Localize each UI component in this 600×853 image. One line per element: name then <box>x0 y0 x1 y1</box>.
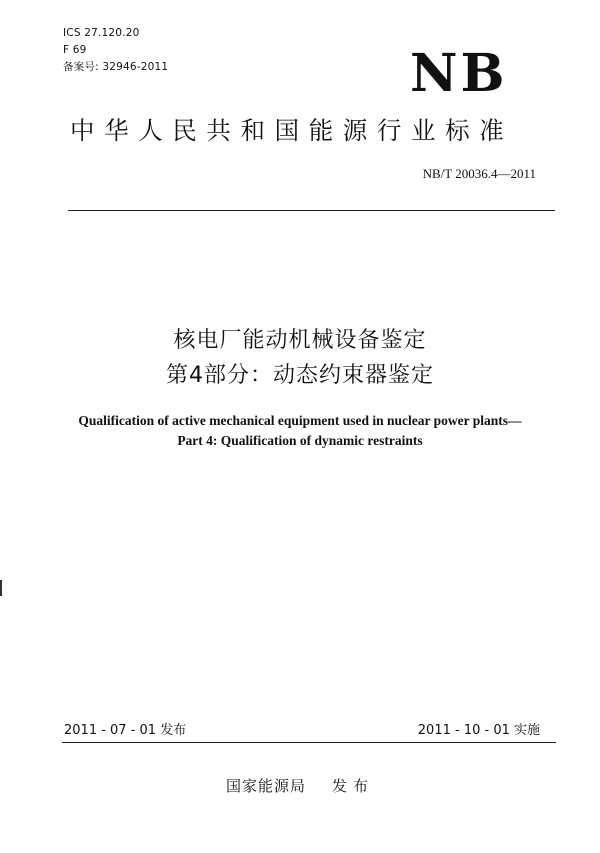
issue-date: 2011 - 07 - 01 发布 <box>64 723 187 738</box>
standard-number: NB/T 20036.4—2011 <box>422 166 536 181</box>
header-divider <box>68 210 555 211</box>
classification-block <box>63 25 168 76</box>
ics-code: ICS 27.120.20 <box>63 27 140 39</box>
title-en-line1: Qualification of active mechanical equipment used in nuclear power plants— <box>78 413 522 428</box>
scan-edge-mark <box>0 580 2 596</box>
title-en-line2: Part 4: Qualification of dynamic restraints <box>177 433 423 448</box>
title-cn-line1: 核电厂能动机械设备鉴定 <box>173 328 427 353</box>
classification-code: F 69 <box>63 44 87 56</box>
issuer-name: 国家能源局 <box>225 777 306 795</box>
nb-logo: NB <box>410 43 508 104</box>
record-number: 备案号: 32946-2011 <box>63 61 169 73</box>
issuer <box>0 775 600 796</box>
issuer-verb: 发布 <box>332 777 375 795</box>
standard-name: 中华人民共和国能源行业标准 <box>70 116 514 145</box>
footer-divider <box>62 742 556 743</box>
title-cn-line2: 第4部分：动态约束器鉴定 <box>166 363 434 388</box>
implementation-date: 2011 - 10 - 01 实施 <box>417 723 540 738</box>
